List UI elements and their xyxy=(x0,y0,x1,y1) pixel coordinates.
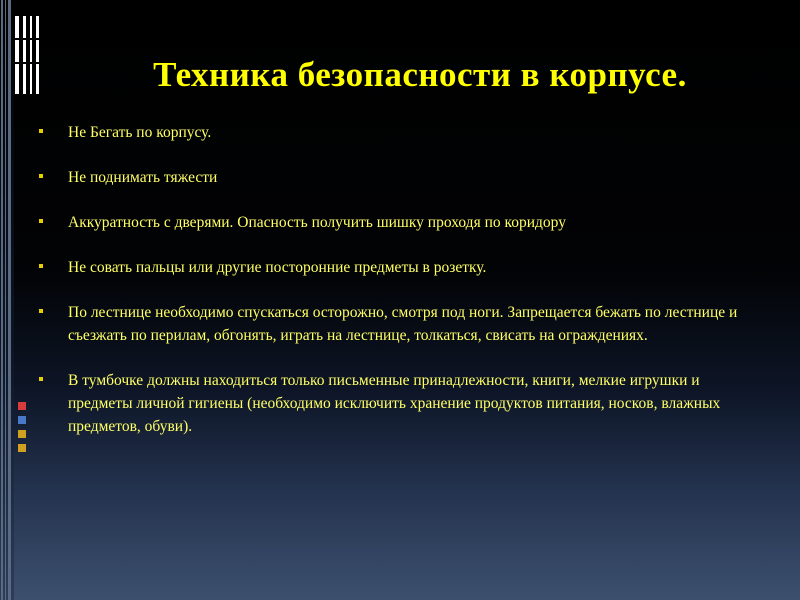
stripe xyxy=(1,0,3,600)
bullet-icon xyxy=(39,377,43,381)
bullet-icon xyxy=(39,309,43,313)
list-item-text: Не поднимать тяжести xyxy=(68,169,218,186)
square-orange xyxy=(18,430,26,438)
bullet-icon xyxy=(39,129,43,133)
decoration-bar xyxy=(15,16,19,94)
list-item-text: По лестнице необходимо спускаться осторожно, смотря под ноги. Запрещается бежать по лестнице и съезжать по перилам, обгонять, играть на лестнице, толкаться, свисать на ограждениях. xyxy=(68,304,738,344)
square-blue xyxy=(18,416,26,424)
list-item xyxy=(35,256,760,279)
left-stripe-decoration xyxy=(0,0,14,600)
slide-title: Техника безопасности в корпусе. xyxy=(153,55,687,94)
list-item-text: В тумбочке должны находиться только письменные принадлежности, книги, мелкие игрушки и предметы личной гигиены (необходимо исключить хранение продуктов питания, носков, влажных предметов, обуви). xyxy=(68,372,721,435)
square-red xyxy=(18,402,26,410)
color-squares-decoration xyxy=(18,402,28,458)
list-item xyxy=(35,121,760,144)
decoration-gap xyxy=(15,62,39,64)
bullet-icon xyxy=(39,264,43,268)
decoration-bar xyxy=(23,16,26,94)
decoration-bar xyxy=(30,16,32,94)
list-item-text: Аккуратность с дверями. Опасность получить шишку проходя по коридору xyxy=(68,214,566,231)
bullet-icon xyxy=(39,219,43,223)
list-item-text: Не совать пальцы или другие посторонние предметы в розетку. xyxy=(68,259,487,276)
square-orange xyxy=(18,444,26,452)
bullet-list xyxy=(35,121,760,460)
stripe xyxy=(5,0,6,600)
decoration-gap xyxy=(15,38,39,40)
list-item xyxy=(35,166,760,189)
decoration-bar xyxy=(36,16,39,94)
list-item xyxy=(35,301,760,347)
list-item xyxy=(35,211,760,234)
bullet-icon xyxy=(39,174,43,178)
list-item xyxy=(35,369,760,438)
barcode-decoration xyxy=(15,16,51,94)
stripe xyxy=(8,0,11,600)
list-item-text: Не Бегать по корпусу. xyxy=(68,124,212,141)
